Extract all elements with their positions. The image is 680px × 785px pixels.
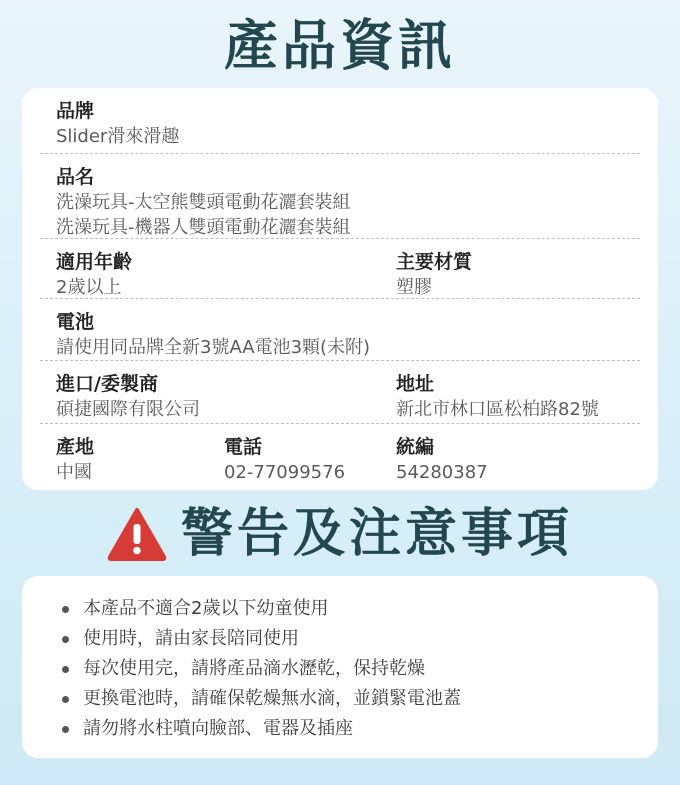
tax-id-label: 統編: [396, 436, 435, 458]
warning-title: 警告及注意事項: [180, 504, 573, 564]
material-value: 塑膠: [396, 277, 432, 298]
tax-id-value: 54280387: [396, 462, 488, 483]
list-item: [62, 594, 658, 624]
address-label: 地址: [396, 373, 435, 395]
origin-phone-taxid-row: [40, 424, 640, 490]
age-material-row: [40, 239, 640, 299]
product-name-label: 品名: [56, 166, 95, 188]
battery-label: 電池: [56, 311, 95, 333]
warning-triangle-icon: [107, 507, 167, 561]
phone-label: 電話: [224, 436, 263, 458]
product-name-line: 洗澡玩具-太空熊雙頭電動花灑套裝組: [56, 192, 351, 213]
brand-value: Slider滑來滑趣: [56, 126, 180, 147]
address-value: 新北市林口區松柏路82號: [396, 399, 599, 420]
bullet-icon: [62, 696, 69, 703]
warning-header: [0, 500, 680, 568]
brand-row: [40, 88, 640, 154]
importer-value: 碩捷國際有限公司: [56, 399, 200, 420]
warning-list-card: [22, 576, 658, 758]
page-title: 產品資訊: [224, 14, 456, 77]
age-value: 2歲以上: [56, 277, 122, 298]
bullet-icon: [62, 726, 69, 733]
warning-item-text: 使用時，請由家長陪同使用: [83, 628, 299, 649]
list-item: [62, 714, 658, 744]
bullet-icon: [62, 606, 69, 613]
bullet-icon: [62, 636, 69, 643]
warning-item-text: 更換電池時，請確保乾燥無水滴，並鎖緊電池蓋: [83, 688, 461, 709]
bullet-icon: [62, 666, 69, 673]
warning-item-text: 本產品不適合2歲以下幼童使用: [83, 598, 329, 619]
product-info-card: [22, 88, 658, 490]
warning-item-text: 請勿將水柱噴向臉部、電器及插座: [83, 718, 353, 739]
product-name-line: 洗澡玩具-機器人雙頭電動花灑套裝組: [56, 217, 351, 238]
material-label: 主要材質: [396, 251, 473, 273]
product-name-row: [40, 154, 640, 239]
importer-label: 進口/委製商: [56, 373, 158, 395]
origin-value: 中國: [56, 462, 92, 483]
importer-address-row: [40, 361, 640, 424]
phone-value: 02-77099576: [224, 462, 346, 483]
age-label: 適用年齡: [56, 251, 133, 273]
list-item: [62, 684, 658, 714]
origin-label: 產地: [56, 436, 95, 458]
list-item: [62, 654, 658, 684]
battery-row: [40, 299, 640, 361]
warning-item-text: 每次使用完，請將產品滴水瀝乾，保持乾燥: [83, 658, 425, 679]
battery-value: 請使用同品牌全新3號AA電池3顆(未附): [56, 337, 371, 358]
list-item: [62, 624, 658, 654]
brand-label: 品牌: [56, 100, 95, 122]
